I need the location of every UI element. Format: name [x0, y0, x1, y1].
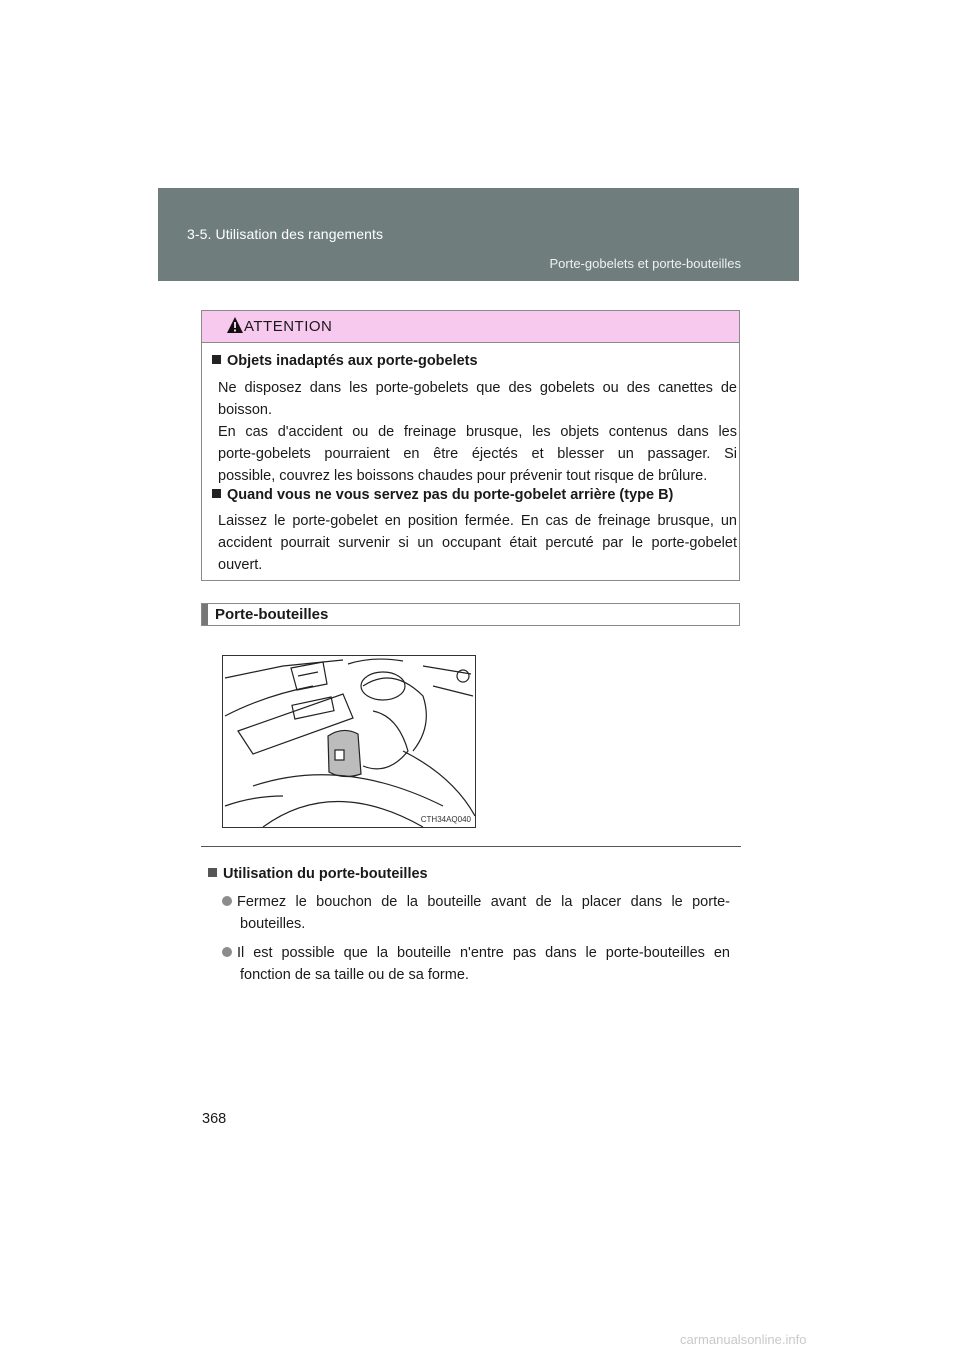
caution-paragraph-1: Ne disposez dans les porte-gobelets que des gobelets ou des canettes de boisson. En cas d'accident ou de freinage brusque, les objets contenus dans les porte-gobelets pourraient en être éjectés et blesser un passager. Si possible, couvrez les boissons chaudes pour prévenir tout risque de brûlure.: [218, 380, 737, 484]
watermark: carmanualsonline.info: [680, 1332, 807, 1347]
section-heading-tab: [202, 604, 208, 625]
caution-title: ATTENTION: [244, 318, 333, 335]
figure-code: CTH34AQ040: [420, 815, 471, 824]
square-bullet-icon: [212, 489, 221, 498]
section-title: 3-5. Utilisation des rangements: [187, 226, 384, 242]
divider: [201, 846, 741, 847]
bottle-holder-illustration: [222, 655, 476, 828]
circle-bullet-icon: [222, 896, 232, 906]
section-heading: [201, 603, 740, 626]
page-number: 368: [202, 1111, 227, 1127]
list-item: Il est possible que la bouteille n'entre pas dans le porte-bouteilles en fonction de sa taille ou de sa forme.: [222, 942, 730, 986]
list-item: Fermez le bouchon de la bouteille avant de la placer dans le porte- bouteilles.: [222, 891, 730, 935]
warning-icon: [226, 316, 244, 334]
square-bullet-icon: [208, 868, 217, 877]
section-heading-label: Porte-bouteilles: [215, 606, 329, 623]
square-bullet-icon: [212, 355, 221, 364]
page-header: [158, 188, 799, 281]
caution-heading-1: Objets inadaptés aux porte-gobelets: [212, 353, 478, 369]
page-subtitle: Porte-gobelets et porte-bouteilles: [549, 256, 741, 271]
caution-title-bar: [202, 311, 739, 343]
circle-bullet-icon: [222, 947, 232, 957]
caution-paragraph-2: Laissez le porte-gobelet en position fermée. En cas de freinage brusque, un accident pourrait survenir si un occupant était percuté par le porte-gobelet ouvert.: [218, 513, 737, 573]
notes-heading: Utilisation du porte-bouteilles: [208, 866, 428, 882]
car-interior-drawing: [223, 656, 475, 827]
caution-box: [201, 310, 740, 581]
caution-heading-2: Quand vous ne vous servez pas du porte-gobelet arrière (type B): [212, 487, 673, 503]
